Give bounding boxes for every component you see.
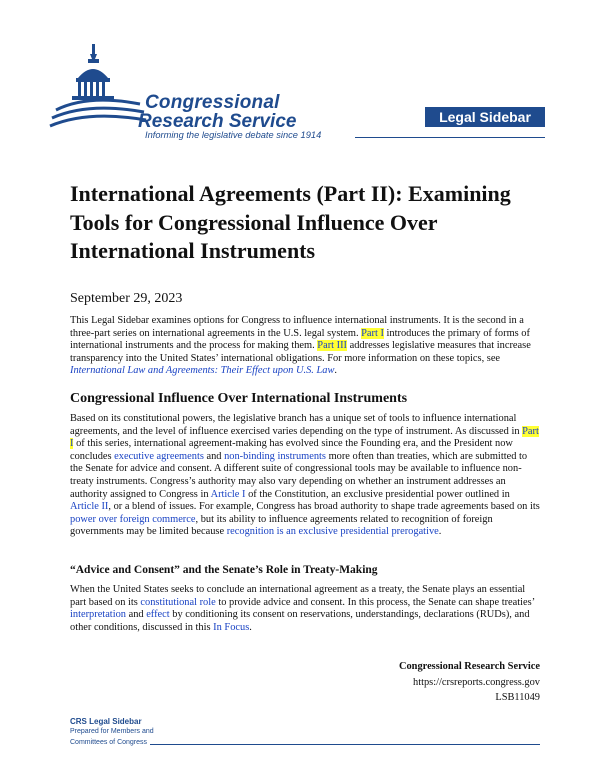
footer-series-label: CRS Legal Sidebar <box>70 717 142 726</box>
footer-report-code: LSB11049 <box>495 692 540 703</box>
s2-text-3: and <box>125 609 147 621</box>
s1-text-3: and <box>203 450 225 462</box>
intro-text-3: addresses legislative measures that increase transparency into the United States’ international obligations. For more information on these topics, see <box>70 340 531 364</box>
link-recognition-prerogative[interactable]: recognition is an exclusive presidential prerogative <box>226 526 439 538</box>
link-non-binding-instruments[interactable]: non-binding instruments <box>224 450 326 462</box>
crs-capitol-logo-icon <box>48 42 148 142</box>
link-executive-agreements[interactable]: executive agreements <box>114 450 204 462</box>
link-interpretation[interactable]: interpretation <box>70 609 126 621</box>
s2-text-5: . <box>249 621 252 633</box>
section-heading-advice-and-consent: “Advice and Consent” and the Senate’s Role in Treaty-Making <box>70 564 378 576</box>
page-title: International Agreements (Part II): Examining Tools for Congressional Influence Over International Instruments <box>70 181 511 263</box>
link-in-focus[interactable]: In Focus <box>213 621 250 633</box>
link-constitutional-role[interactable]: constitutional role <box>140 596 216 608</box>
footer-prepared-line-1: Prepared for Members and <box>70 728 154 735</box>
intro-paragraph <box>70 315 540 378</box>
s1-text-4: more often than treaties, which are submitted to the Senate for advice and consent. A different suite of congressional tools may be available to influence non-treaty instruments. Congress’s authority may also vary depending on whether an instrument addresses an authority assigned to Congress in <box>70 450 528 500</box>
link-article-i[interactable]: Article I <box>210 488 246 500</box>
link-part-i-2[interactable]: Part I <box>70 425 539 450</box>
link-part-i[interactable]: Part I <box>361 327 384 339</box>
s2-text-4: by conditioning its consent on reservations, understandings, declarations (RUDs), and other conditions, discussed in this <box>70 609 530 633</box>
intro-text-2: introduces the primary of forms of international instruments and the process for making them. <box>70 327 530 352</box>
tagline-divider <box>355 137 545 138</box>
link-international-law-report[interactable]: International Law and Agreements: Their Effect upon U.S. Law <box>70 365 335 377</box>
s2-text-1: When the United States seeks to conclude an international agreement as a treaty, the Senate plays an essential part based on its <box>70 584 526 608</box>
footer-prepared-line-2: Committees of Congress <box>70 739 148 746</box>
link-part-iii[interactable]: Part III <box>317 340 348 352</box>
legal-sidebar-badge: Legal Sidebar <box>425 107 545 127</box>
intro-text-4: . <box>334 365 337 377</box>
s1-text-8: . <box>438 526 442 538</box>
s2-text-2: to provide advice and consent. In this process, the Senate can shape treaties’ <box>215 596 535 608</box>
footer-url[interactable]: https://crsreports.congress.gov <box>413 677 540 688</box>
s1-text-6: , or a blend of issues. For example, Congress has broad authority to shape trade agreements based on its <box>108 501 540 513</box>
link-foreign-commerce[interactable]: power over foreign commerce <box>70 513 196 525</box>
section-heading-congressional-influence: Congressional Influence Over International Instruments <box>70 391 408 406</box>
footer-divider <box>150 744 540 745</box>
section2-paragraph <box>70 584 540 634</box>
brand-line-2: Research Service <box>138 111 297 132</box>
brand-line-1: Congressional <box>145 92 280 113</box>
s1-text-2: of this series, international agreement-making has evolved since the Founding era, and the President now concludes <box>70 438 513 462</box>
s1-text-1: Based on its constitutional powers, the legislative branch has a unique set of tools to influence international agreements, and the level of influence exercised varies depending on the type of instrument. As discussed in <box>70 413 523 437</box>
intro-text-1: This Legal Sidebar examines options for Congress to influence international instruments. It is the second in a three-part series on international agreements in the U.S. legal system. <box>70 315 524 339</box>
s1-text-5: of the Constitution, an exclusive presidential power outlined in <box>245 488 510 500</box>
publication-date: September 29, 2023 <box>70 291 183 306</box>
link-effect[interactable]: effect <box>146 609 170 621</box>
link-article-ii[interactable]: Article II <box>70 501 109 513</box>
brand-tagline: Informing the legislative debate since 1914 <box>145 130 322 140</box>
footer-org-name: Congressional Research Service <box>398 661 540 672</box>
s1-text-7: , but its ability to influence agreements related to recognition of foreign governments may be limited because <box>70 513 493 538</box>
section1-paragraph <box>70 413 540 539</box>
